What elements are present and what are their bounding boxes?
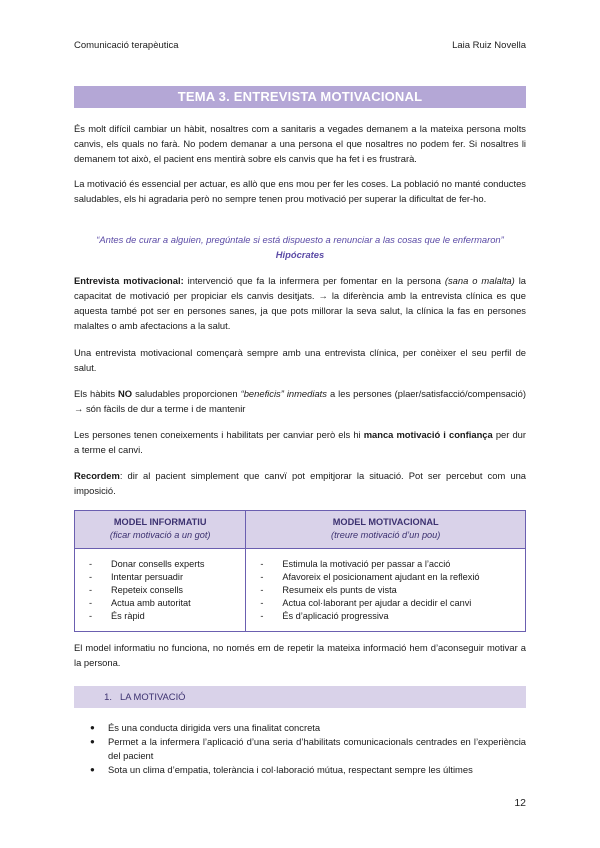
informative-list-cell — [75, 549, 246, 632]
page-title: TEMA 3. ENTREVISTA MOTIVACIONAL — [74, 86, 526, 108]
habits-text-a: Els hàbits — [74, 388, 119, 399]
list-item: - És ràpid — [89, 610, 237, 623]
list-item: - Donar consells experts — [89, 558, 237, 571]
header-author: Laia Ruiz Novella — [452, 40, 526, 51]
models-table — [74, 510, 526, 632]
paragraph-intro: És molt difícil cambiar un hàbit, nosaltres com a sanitaris a vegades demanem a la mateixa persona molts canvis, els quals no farà. No podem demanar a una persona el que nosaltres no podem fer. Si nosaltres li demanem tot això, el pacient ens mentirà sobre els canvis que ha fet i es frustrarà. — [74, 123, 526, 164]
knowledge-bold: manca motivació i confiança — [363, 429, 493, 440]
definition-text-a: intervenció que fa la infermera per fomentar en la persona — [183, 275, 445, 286]
motivation-bullets — [74, 721, 526, 777]
page-number: 12 — [514, 797, 526, 809]
informative-title: MODEL INFORMATIU — [113, 517, 207, 527]
header-course: Comunicació terapèutica — [74, 40, 179, 51]
list-item: ● Permet a la infermera l’aplicació d’una seria d’habilitats comunicacionals centrades en l’experiència del pacient — [74, 735, 526, 763]
list-item: - Actua amb autoritat — [89, 597, 237, 610]
section-title: LA MOTIVACIÓ — [120, 691, 186, 702]
list-item: - Intentar persuadir — [89, 571, 237, 584]
motivational-subtitle: (treure motivació d’un pou) — [331, 530, 441, 540]
list-item: - Afavoreix el posicionament ajudant en la reflexió — [260, 571, 517, 584]
list-item: - Resumeix els punts de vista — [260, 584, 517, 597]
list-item: - Repeteix consells — [89, 584, 237, 597]
informative-list — [89, 558, 237, 623]
habits-text-b: saludables proporcionen — [132, 388, 241, 399]
section-number: 1. — [104, 691, 112, 702]
remember-text: : dir al pacient simplement que canvï pot empitjorar la situació. Pot ser percebut com una imposició. — [74, 470, 526, 496]
motivational-title: MODEL MOTIVACIONAL — [332, 517, 439, 527]
definition-italic: (sana o malalta) — [444, 275, 515, 286]
paragraph-clinical: Una entrevista motivacional començarà sempre amb una entrevista clínica, per conèixer el seu perfil de salut. — [74, 347, 526, 373]
knowledge-text-b: per dur a terme el canvi. — [74, 429, 526, 455]
quote-text: “Antes de curar a alguien, pregúntale si está dispuesto a renunciar a las cosas que le enfermaron” — [96, 234, 504, 245]
list-item: ● És una conducta dirigida vers una finalitat concreta — [74, 721, 526, 735]
habits-bold: NO — [118, 388, 133, 399]
paragraph-remember — [74, 468, 526, 498]
habits-italic: “beneficis” inmediats — [240, 388, 327, 399]
quote-author: Hipócrates — [275, 249, 325, 260]
list-item: ● Sota un clima d’empatia, tolerància i col·laboració mútua, respectant sempre les últimes — [74, 763, 526, 777]
quote-block — [74, 232, 526, 262]
motivational-list — [260, 558, 517, 623]
section-heading — [74, 686, 526, 708]
remember-label: Recordem — [74, 470, 120, 481]
list-item: - Actua col·laborant per ajudar a decidir el canvi — [260, 597, 517, 610]
definition-label: Entrevista motivacional: — [74, 275, 184, 286]
paragraph-motivation: La motivació és essencial per actuar, es allò que ens mou per fer les coses. La població no manté conductes saludables, els hi agradaria però no sempre tenen prou motivació per superar la dificultat de fer-ho. — [74, 178, 526, 204]
list-item: - Estimula la motivació per passar a l’acció — [260, 558, 517, 571]
informative-subtitle: (ficar motivació a un got) — [109, 530, 211, 540]
definition-text-b: la capacitat de motivació per propiciar els canvis desitjats. → la diferència amb la entrevista clínica es que aquesta també pot ser en persones sanes, ja que pots millorar la seva salut, la clínica la fas en persones malaltes o amb afectacions a la salut. — [74, 275, 527, 331]
paragraph-definition — [74, 273, 526, 333]
table-header-motivational — [246, 511, 526, 549]
paragraph-habits — [74, 386, 526, 416]
knowledge-text-a: Les persones tenen coneixements i habilitats per canviar però els hi — [74, 429, 364, 440]
habits-text-c: a les persones (plaer/satisfacció/compensació) → són fàcils de dur a terme i de mantenir — [74, 388, 526, 414]
table-header-informative — [75, 511, 246, 549]
list-item: - És d’aplicació progressiva — [260, 610, 517, 623]
motivational-list-cell — [246, 549, 526, 632]
paragraph-conclusion: El model informatiu no funciona, no només em de repetir la mateixa informació hem d’aconseguir motivar a la persona. — [74, 642, 526, 668]
paragraph-knowledge — [74, 427, 526, 457]
